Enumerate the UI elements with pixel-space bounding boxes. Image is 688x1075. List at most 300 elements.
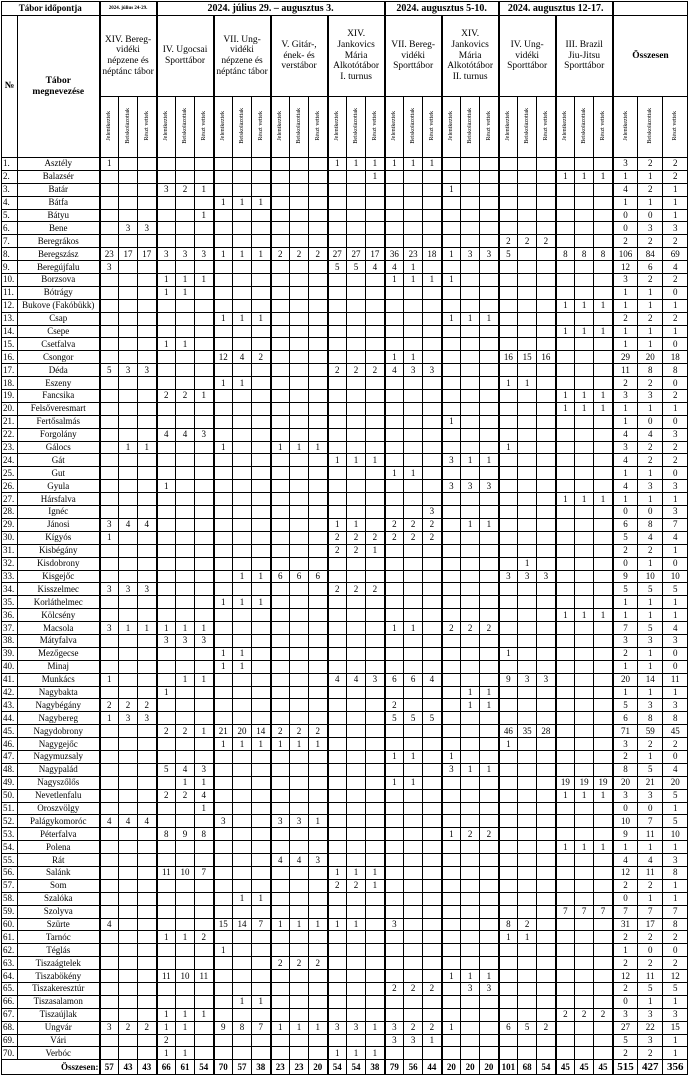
- value-cell: [309, 557, 328, 570]
- value-cell: [575, 351, 594, 364]
- settlement-name: Forgolány: [18, 428, 100, 441]
- value-cell: [575, 286, 594, 299]
- value-cell: [138, 957, 157, 970]
- table-body: [2, 158, 688, 1075]
- value-cell: 1: [366, 866, 385, 879]
- settlement-name: Felsőveresmart: [18, 402, 100, 415]
- value-cell: [195, 351, 214, 364]
- value-cell: [157, 583, 176, 596]
- value-cell: 3: [100, 583, 119, 596]
- value-cell: [537, 892, 556, 905]
- value-cell: [252, 944, 271, 957]
- value-cell: [385, 209, 404, 222]
- value-cell: [461, 390, 480, 403]
- table-row: [2, 196, 688, 209]
- value-cell: [309, 351, 328, 364]
- value-cell: [575, 1034, 594, 1047]
- value-cell: [518, 544, 537, 557]
- value-cell: [499, 364, 518, 377]
- value-cell: [119, 286, 138, 299]
- value-cell: [404, 506, 423, 519]
- value-cell: [309, 647, 328, 660]
- row-total-cell: 2: [663, 957, 688, 970]
- value-cell: 1: [461, 763, 480, 776]
- value-cell: 1: [518, 377, 537, 390]
- value-cell: 3: [385, 918, 404, 931]
- sub-header-6-2: [404, 97, 423, 158]
- value-cell: 4: [290, 854, 309, 867]
- value-cell: [195, 957, 214, 970]
- value-cell: [442, 158, 461, 171]
- value-cell: 27: [347, 248, 366, 261]
- value-cell: [214, 841, 233, 854]
- settlement-name: Som: [18, 879, 100, 892]
- value-cell: [271, 879, 290, 892]
- value-cell: [271, 776, 290, 789]
- value-cell: [575, 583, 594, 596]
- value-cell: [556, 634, 575, 647]
- value-cell: 35: [518, 725, 537, 738]
- value-cell: 16: [537, 351, 556, 364]
- row-total-cell: 8: [638, 712, 663, 725]
- value-cell: [214, 854, 233, 867]
- value-cell: [157, 222, 176, 235]
- value-cell: [271, 970, 290, 983]
- value-cell: [480, 377, 499, 390]
- value-cell: [328, 351, 347, 364]
- value-cell: [499, 170, 518, 183]
- value-cell: [138, 673, 157, 686]
- value-cell: [119, 647, 138, 660]
- value-cell: [366, 944, 385, 957]
- value-cell: [556, 428, 575, 441]
- value-cell: [214, 415, 233, 428]
- value-cell: 3: [195, 428, 214, 441]
- value-cell: [366, 506, 385, 519]
- value-cell: [309, 995, 328, 1008]
- value-cell: [480, 1047, 499, 1060]
- value-cell: [214, 957, 233, 970]
- value-cell: 1: [366, 1047, 385, 1060]
- value-cell: [461, 634, 480, 647]
- value-cell: [461, 351, 480, 364]
- value-cell: [594, 634, 613, 647]
- value-cell: 2: [157, 725, 176, 738]
- value-cell: [423, 441, 442, 454]
- row-total-cell: 7: [663, 905, 688, 918]
- value-cell: 5: [328, 261, 347, 274]
- value-cell: [423, 995, 442, 1008]
- settlement-name: Kisbégány: [18, 544, 100, 557]
- row-total-cell: 3: [663, 480, 688, 493]
- value-cell: 1: [385, 750, 404, 763]
- settlement-name: Tiszabökény: [18, 970, 100, 983]
- table-row: [2, 815, 688, 828]
- value-cell: 1: [233, 248, 252, 261]
- value-cell: [195, 261, 214, 274]
- value-cell: [385, 544, 404, 557]
- row-total-cell: 3: [638, 634, 663, 647]
- value-cell: [423, 866, 442, 879]
- row-total-cell: 3: [663, 506, 688, 519]
- value-cell: 1: [347, 158, 366, 171]
- sub-header-label: Részt vettek: [200, 111, 207, 141]
- row-number: 67.: [2, 1008, 18, 1021]
- value-cell: 3: [423, 364, 442, 377]
- value-cell: [290, 402, 309, 415]
- value-cell: 2: [309, 957, 328, 970]
- row-total-cell: 4: [613, 854, 638, 867]
- value-cell: 1: [157, 1047, 176, 1060]
- sub-header-2-3: [195, 97, 214, 158]
- value-cell: [480, 931, 499, 944]
- value-cell: [271, 209, 290, 222]
- value-cell: [100, 802, 119, 815]
- value-cell: [138, 892, 157, 905]
- row-total-cell: 0: [663, 557, 688, 570]
- row-total-cell: 4: [613, 428, 638, 441]
- sub-header-label: Beiskolázottak: [647, 108, 654, 144]
- value-cell: [499, 467, 518, 480]
- value-cell: [100, 841, 119, 854]
- value-cell: [518, 222, 537, 235]
- value-cell: [119, 467, 138, 480]
- value-cell: [575, 944, 594, 957]
- value-cell: [195, 583, 214, 596]
- row-number: 18.: [2, 377, 18, 390]
- value-cell: [328, 299, 347, 312]
- row-number: 7.: [2, 235, 18, 248]
- value-cell: [423, 570, 442, 583]
- value-cell: [480, 467, 499, 480]
- value-cell: 6: [404, 673, 423, 686]
- camp-name-row: [2, 16, 688, 97]
- row-total-cell: 3: [613, 274, 638, 287]
- value-cell: [366, 415, 385, 428]
- row-number: 16.: [2, 351, 18, 364]
- value-cell: [385, 854, 404, 867]
- value-cell: [176, 892, 195, 905]
- value-cell: [176, 660, 195, 673]
- value-cell: [385, 609, 404, 622]
- camp-total-cell: 38: [252, 1060, 271, 1075]
- value-cell: 1: [518, 557, 537, 570]
- value-cell: 1: [594, 325, 613, 338]
- value-cell: [195, 467, 214, 480]
- value-cell: [347, 312, 366, 325]
- row-total-cell: 22: [638, 1021, 663, 1034]
- row-total-cell: 106: [613, 248, 638, 261]
- value-cell: [252, 957, 271, 970]
- value-cell: [328, 789, 347, 802]
- value-cell: 2: [271, 725, 290, 738]
- value-cell: [461, 183, 480, 196]
- value-cell: [575, 918, 594, 931]
- value-cell: 1: [404, 158, 423, 171]
- value-cell: 1: [214, 441, 233, 454]
- value-cell: [366, 480, 385, 493]
- row-number: 38.: [2, 634, 18, 647]
- value-cell: [252, 235, 271, 248]
- value-cell: [499, 531, 518, 544]
- value-cell: [290, 763, 309, 776]
- value-cell: [176, 506, 195, 519]
- row-total-cell: 8: [663, 364, 688, 377]
- value-cell: [480, 1008, 499, 1021]
- value-cell: [271, 802, 290, 815]
- value-cell: [138, 261, 157, 274]
- value-cell: [233, 1034, 252, 1047]
- value-cell: [100, 441, 119, 454]
- value-cell: [309, 622, 328, 635]
- value-cell: [556, 312, 575, 325]
- grand-total-cell: 356: [663, 1060, 688, 1075]
- value-cell: [176, 158, 195, 171]
- value-cell: [119, 402, 138, 415]
- value-cell: 1: [328, 866, 347, 879]
- value-cell: [328, 970, 347, 983]
- value-cell: [480, 325, 499, 338]
- value-cell: [499, 776, 518, 789]
- value-cell: [366, 634, 385, 647]
- value-cell: 3: [176, 248, 195, 261]
- row-total-cell: 2: [638, 377, 663, 390]
- row-number: 49.: [2, 776, 18, 789]
- value-cell: [252, 544, 271, 557]
- value-cell: [537, 583, 556, 596]
- value-cell: [176, 544, 195, 557]
- sub-header-label: Részt vettek: [672, 111, 679, 141]
- value-cell: [404, 686, 423, 699]
- camp-total-cell: 43: [138, 1060, 157, 1075]
- table-row: [2, 970, 688, 983]
- settlement-name: Tiszakeresztúr: [18, 983, 100, 996]
- value-cell: 1: [518, 931, 537, 944]
- value-cell: 3: [214, 815, 233, 828]
- value-cell: [290, 1047, 309, 1060]
- value-cell: [347, 480, 366, 493]
- value-cell: [385, 402, 404, 415]
- value-cell: 4: [195, 789, 214, 802]
- row-total-cell: 4: [663, 763, 688, 776]
- table-row: [2, 944, 688, 957]
- value-cell: [518, 750, 537, 763]
- value-cell: [537, 634, 556, 647]
- value-cell: [271, 480, 290, 493]
- value-cell: [556, 970, 575, 983]
- value-cell: [366, 622, 385, 635]
- value-cell: [233, 970, 252, 983]
- value-cell: [423, 402, 442, 415]
- value-cell: [347, 1008, 366, 1021]
- value-cell: [100, 222, 119, 235]
- value-cell: 1: [157, 931, 176, 944]
- value-cell: [195, 557, 214, 570]
- value-cell: [537, 338, 556, 351]
- value-cell: [442, 1047, 461, 1060]
- row-total-cell: 4: [613, 454, 638, 467]
- settlement-name: Nagybégány: [18, 699, 100, 712]
- value-cell: [328, 660, 347, 673]
- value-cell: [176, 957, 195, 970]
- camp-name-column-header: Tábor megnevezése: [18, 16, 100, 158]
- value-cell: [594, 377, 613, 390]
- value-cell: [366, 905, 385, 918]
- value-cell: 1: [442, 248, 461, 261]
- value-cell: 19: [575, 776, 594, 789]
- value-cell: [423, 750, 442, 763]
- camp-total-cell: 23: [271, 1060, 290, 1075]
- row-total-cell: 1: [663, 686, 688, 699]
- value-cell: [233, 158, 252, 171]
- value-cell: [271, 274, 290, 287]
- value-cell: [518, 712, 537, 725]
- row-total-cell: 5: [638, 583, 663, 596]
- value-cell: [309, 493, 328, 506]
- value-cell: 3: [138, 222, 157, 235]
- value-cell: [347, 493, 366, 506]
- value-cell: [518, 454, 537, 467]
- sub-header-label: Beiskolázottak: [182, 108, 189, 144]
- value-cell: [119, 995, 138, 1008]
- value-cell: 17: [119, 248, 138, 261]
- sub-header-8-1: [499, 97, 518, 158]
- value-cell: 2: [556, 1008, 575, 1021]
- value-cell: [518, 802, 537, 815]
- value-cell: [480, 609, 499, 622]
- value-cell: [233, 480, 252, 493]
- value-cell: 1: [176, 274, 195, 287]
- sub-header-label: Beiskolázottak: [296, 108, 303, 144]
- value-cell: [328, 725, 347, 738]
- value-cell: 11: [157, 970, 176, 983]
- value-cell: 3: [290, 815, 309, 828]
- value-cell: 1: [442, 183, 461, 196]
- value-cell: [138, 660, 157, 673]
- value-cell: 2: [309, 248, 328, 261]
- value-cell: [176, 712, 195, 725]
- value-cell: [594, 725, 613, 738]
- value-cell: 4: [347, 673, 366, 686]
- value-cell: [518, 1034, 537, 1047]
- value-cell: [347, 402, 366, 415]
- value-cell: [537, 647, 556, 660]
- value-cell: [575, 892, 594, 905]
- sub-header-8-2: [518, 97, 537, 158]
- table-row: [2, 686, 688, 699]
- value-cell: [518, 622, 537, 635]
- row-total-cell: 20: [638, 351, 663, 364]
- value-cell: [480, 286, 499, 299]
- value-cell: [556, 351, 575, 364]
- value-cell: [575, 415, 594, 428]
- value-cell: [537, 158, 556, 171]
- row-total-cell: 2: [638, 158, 663, 171]
- row-total-cell: 3: [638, 222, 663, 235]
- value-cell: [214, 983, 233, 996]
- row-total-cell: 1: [638, 299, 663, 312]
- value-cell: [347, 222, 366, 235]
- value-cell: [233, 802, 252, 815]
- value-cell: 2: [404, 531, 423, 544]
- value-cell: [157, 415, 176, 428]
- value-cell: [290, 970, 309, 983]
- row-total-cell: 9: [613, 570, 638, 583]
- value-cell: [556, 454, 575, 467]
- value-cell: [328, 325, 347, 338]
- value-cell: [252, 866, 271, 879]
- value-cell: [328, 390, 347, 403]
- value-cell: [518, 518, 537, 531]
- settlement-name: Bátfa: [18, 196, 100, 209]
- value-cell: [119, 312, 138, 325]
- value-cell: [347, 815, 366, 828]
- value-cell: [480, 415, 499, 428]
- value-cell: [575, 544, 594, 557]
- value-cell: 14: [233, 918, 252, 931]
- value-cell: [233, 364, 252, 377]
- camp-total-cell: 54: [537, 1060, 556, 1075]
- value-cell: [252, 364, 271, 377]
- value-cell: [442, 815, 461, 828]
- value-cell: 8: [575, 248, 594, 261]
- value-cell: [309, 415, 328, 428]
- value-cell: [214, 879, 233, 892]
- value-cell: 1: [195, 776, 214, 789]
- value-cell: [100, 596, 119, 609]
- value-cell: [138, 531, 157, 544]
- value-cell: 2: [461, 622, 480, 635]
- value-cell: [556, 467, 575, 480]
- value-cell: [100, 647, 119, 660]
- value-cell: 7: [556, 905, 575, 918]
- value-cell: [404, 699, 423, 712]
- value-cell: [233, 209, 252, 222]
- row-total-cell: 2: [663, 454, 688, 467]
- value-cell: [575, 970, 594, 983]
- value-cell: [271, 828, 290, 841]
- value-cell: [480, 750, 499, 763]
- row-total-cell: 5: [613, 699, 638, 712]
- settlement-name: Fertősalmás: [18, 415, 100, 428]
- value-cell: [518, 402, 537, 415]
- value-cell: [290, 351, 309, 364]
- value-cell: 1: [309, 441, 328, 454]
- value-cell: [233, 454, 252, 467]
- value-cell: [176, 841, 195, 854]
- value-cell: [404, 725, 423, 738]
- row-total-cell: 2: [663, 390, 688, 403]
- row-total-cell: 1: [613, 402, 638, 415]
- row-total-cell: 2: [663, 931, 688, 944]
- value-cell: [423, 815, 442, 828]
- value-cell: [195, 364, 214, 377]
- value-cell: [328, 480, 347, 493]
- value-cell: [594, 686, 613, 699]
- value-cell: [195, 879, 214, 892]
- value-cell: [537, 467, 556, 480]
- camp-total-cell: 20: [480, 1060, 499, 1075]
- value-cell: [404, 609, 423, 622]
- value-cell: [328, 235, 347, 248]
- value-cell: [499, 1008, 518, 1021]
- value-cell: [518, 441, 537, 454]
- value-cell: [575, 828, 594, 841]
- value-cell: [423, 222, 442, 235]
- value-cell: [195, 905, 214, 918]
- value-cell: [537, 854, 556, 867]
- value-cell: 2: [404, 518, 423, 531]
